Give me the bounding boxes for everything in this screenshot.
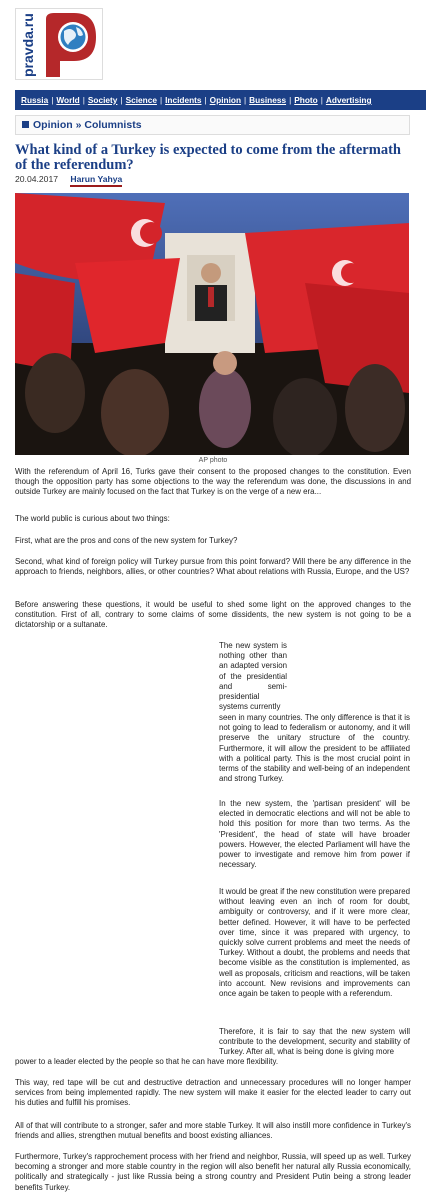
breadcrumb-opinion[interactable]: Opinion [33, 119, 73, 131]
article-paragraph: Second, what kind of foreign policy will Turkey pursue from this point forward? Will there be any difference in the approach to friends, neighbors, allies, or other countries? What about relations with Russia, Europe, and the US? [15, 557, 411, 577]
nav-separator: | [82, 95, 85, 105]
nav-separator: | [289, 95, 292, 105]
article-paragraph: With the referendum of April 16, Turks gave their consent to the proposed changes to the constitution. Even though the opposition party has some objections to the way the referendum was done, the discussions in and outside Turkey are mainly focused on the fact that Turkey is on the verge of a new era... [15, 467, 411, 497]
square-bullet-icon [22, 121, 29, 128]
article-title: What kind of a Turkey is expected to come from the aftermath of the referendum? [15, 142, 401, 173]
logo-wordmark: pravda.ru [20, 13, 36, 77]
nav-item-business[interactable]: Business [249, 95, 287, 105]
nav-item-society[interactable]: Society [87, 95, 118, 105]
nav-item-science[interactable]: Science [125, 95, 157, 105]
breadcrumb-columnists[interactable]: Columnists [84, 119, 142, 131]
site-logo[interactable] [15, 8, 103, 80]
article-paragraph: The new system is nothing other than an adapted version of the presidential and semi-presidential systems currently [219, 641, 287, 712]
photo-caption: AP photo [198, 457, 228, 464]
site-header [15, 8, 415, 80]
main-navigation [15, 90, 426, 110]
article-photo [15, 193, 409, 455]
nav-item-opinion[interactable]: Opinion [209, 95, 242, 105]
pravda-globe-logo-icon [40, 11, 100, 79]
nav-item-incidents[interactable]: Incidents [165, 95, 202, 105]
nav-separator: | [320, 95, 323, 105]
article-paragraph: power to a leader elected by the people so that he can have more flexibility. [15, 1057, 279, 1066]
article-paragraph: seen in many countries. The only difference is that it is not going to lead to federalism or autonomy, and it will preserve the unitary structure of the country. Furthermore, it will allow the president to be affiliated with a political party. This is the most crucial point in terms of the stability and well-being of an independent and strong Turkey. [219, 713, 410, 784]
article-paragraph: This way, red tape will be cut and destructive detraction and unnecessary procedures will no longer hamper services from being implemented rapidly. The new system will make it easier for the elected leader to carry out his duties and fulfill his promises. [15, 1078, 411, 1108]
nav-separator: | [204, 95, 207, 105]
article-date: 20.04.2017 [15, 174, 59, 184]
nav-item-advertising[interactable]: Advertising [325, 95, 372, 105]
article-paragraph: Therefore, it is fair to say that the new system will contribute to the development, security and stability of Turkey. After all, what is being done is giving more [219, 1027, 410, 1057]
breadcrumb-separator: » [75, 119, 82, 131]
article-paragraph: It would be great if the new constitution were prepared without leaving even an inch of room for doubt, ambiguity or controversy, and if it were more clear, better defined. However, it will have to be perfected over time, since it was prepared with urgency, to quickly solve current problems and meet the needs of Turkey. Without a doubt, the problems and needs that become visible as the constitution is implemented, as well as proposals, criticism and reactions, will be taken into account. New revisions and improvements can once again be taken to people with a referendum. [219, 887, 410, 999]
article-paragraph: First, what are the pros and cons of the new system for Turkey? [15, 536, 238, 545]
article-paragraph: The world public is curious about two things: [15, 514, 170, 523]
article-paragraph: Before answering these questions, it would be useful to shed some light on the approved changes to the constitution. First of all, contrary to some claims of some dissidents, the new system is not going to be a dictatorship or a sultanate. [15, 600, 411, 630]
nav-separator: | [120, 95, 123, 105]
article-author-link[interactable]: Harun Yahya [70, 174, 122, 187]
article-paragraph: In the new system, the 'partisan president' will be elected in democratic elections and will not be able to hold this position for more than two terms. As the 'President', the head of state will have broader powers. However, the elected Parliament will have the power to investigate and remove him from power if necessary. [219, 799, 410, 870]
article-meta [15, 174, 122, 184]
nav-separator: | [51, 95, 54, 105]
nav-item-russia[interactable]: Russia [21, 95, 49, 105]
article-paragraph: Furthermore, Turkey's rapprochement process with her friend and neighbor, Russia, will speed up as well. Turkey becoming a stronger and more stable country in the region will also benefit her natural ally Russia economically, politically and strategically - just like Russia being a strong country and President Putin being a strong leader benefits Turkey. [15, 1152, 411, 1192]
nav-separator: | [159, 95, 163, 105]
nav-separator: | [244, 95, 247, 105]
rally-photo-image [15, 193, 409, 455]
nav-item-world[interactable]: World [56, 95, 80, 105]
nav-item-photo[interactable]: Photo [294, 95, 318, 105]
section-breadcrumb [15, 115, 410, 135]
article-paragraph: All of that will contribute to a stronger, safer and more stable Turkey. It will also instill more confidence in Turkey's friends and allies, strengthen mutual benefits and boost existing alliances. [15, 1121, 411, 1141]
